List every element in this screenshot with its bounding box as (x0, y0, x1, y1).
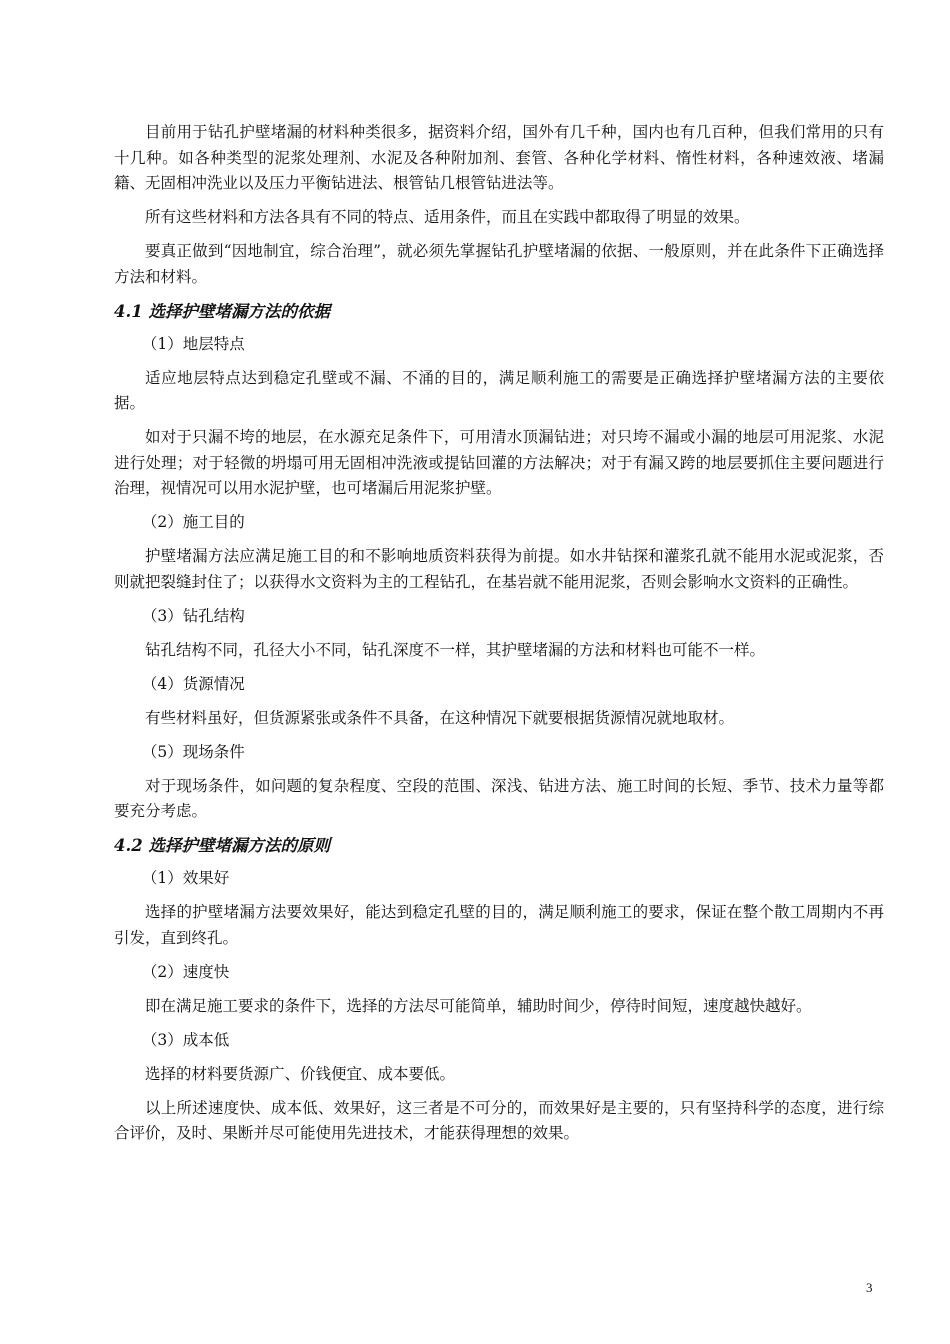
list-item-heading: （5）现场条件 (141, 742, 245, 761)
paragraph: 钻孔结构不同，孔径大小不同，钻孔深度不一样，其护壁堵漏的方法和材料也可能不一样。 (145, 640, 766, 659)
paragraph: 如对于只漏不垮的地层，在水源充足条件下，可用清水顶漏钻进；对只垮不漏或小漏的地层可用泥浆、水泥进行处理；对于轻微的坍塌可用无固相冲洗液或提钻回灌的方法解决；对于有漏又跨的地层要抓住主要问题进行治理，视情况可以用水泥护壁，也可堵漏后用泥浆护壁。 (114, 428, 884, 497)
section-heading-4-2: 4.2 选择护壁堵漏方法的原则 (114, 836, 330, 855)
paragraph: 适应地层特点达到稳定孔壁或不漏、不涌的目的，满足顺利施工的需要是正确选择护壁堵漏方法的主要依据。 (114, 368, 884, 412)
list-item-heading: （3）钻孔结构 (141, 606, 245, 625)
list-item-heading: （3）成本低 (141, 1030, 230, 1049)
paragraph: 以上所述速度快、成本低、效果好，这三者是不可分的，而效果好是主要的，只有坚持科学的态度，进行综合评价，及时、果断并尽可能使用先进技术，才能获得理想的效果。 (114, 1098, 884, 1142)
paragraph: 护壁堵漏方法应满足施工目的和不影响地质资料获得为前提。如水井钻探和灌浆孔就不能用水泥或泥浆，否则就把裂缝封住了；以获得水文资料为主的工程钻孔，在基岩就不能用泥浆，否则会影响水文资料的正确性。 (114, 547, 884, 591)
paragraph: 选择的护壁堵漏方法要效果好，能达到稳定孔壁的目的，满足顺利施工的要求，保证在整个散工周期内不再引发，直到终孔。 (114, 903, 884, 947)
paragraph: 要真正做到“因地制宜，综合治理”，就必须先掌握钻孔护壁堵漏的依据、一般原则，并在此条件下正确选择方法和材料。 (114, 242, 884, 286)
list-item-heading: （1）地层特点 (141, 334, 245, 353)
list-item-heading: （4）货源情况 (141, 674, 245, 693)
document-body (114, 120, 884, 1155)
section-heading-4-1: 4.1 选择护壁堵漏方法的依据 (114, 301, 330, 321)
list-item-heading: （2）施工目的 (141, 513, 245, 531)
paragraph: 对于现场条件，如问题的复杂程度、空段的范围、深浅、钻进方法、施工时间的长短、季节、技术力量等都要充分考虑。 (114, 776, 884, 820)
paragraph: 目前用于钻孔护壁堵漏的材料种类很多，据资料介绍，国外有几千种，国内也有几百种，但我们常用的只有十几种。如各种类型的泥浆处理剂、水泥及各种附加剂、套管、各种化学材料、惰性材料，各种速效液、堵漏籍、无固相冲洗业以及压力平衡钻进法、根管钻几根管钻进法等。 (114, 123, 884, 192)
paragraph: 选择的材料要货源广、价钱便宜、成本要低。 (145, 1064, 456, 1083)
page-number: 3 (866, 1280, 873, 1295)
list-item-heading: （2）速度快 (141, 962, 230, 981)
list-item-heading: （1）效果好 (141, 869, 230, 887)
paragraph: 即在满足施工要求的条件下，选择的方法尽可能简单，辅助时间少，停待时间短，速度越快越好。 (145, 996, 812, 1015)
paragraph: 有些材料虽好，但货源紧张或条件不具备，在这种情况下就要根据货源情况就地取材。 (145, 708, 735, 727)
paragraph: 所有这些材料和方法各具有不同的特点、适用条件，而且在实践中都取得了明显的效果。 (145, 208, 750, 226)
